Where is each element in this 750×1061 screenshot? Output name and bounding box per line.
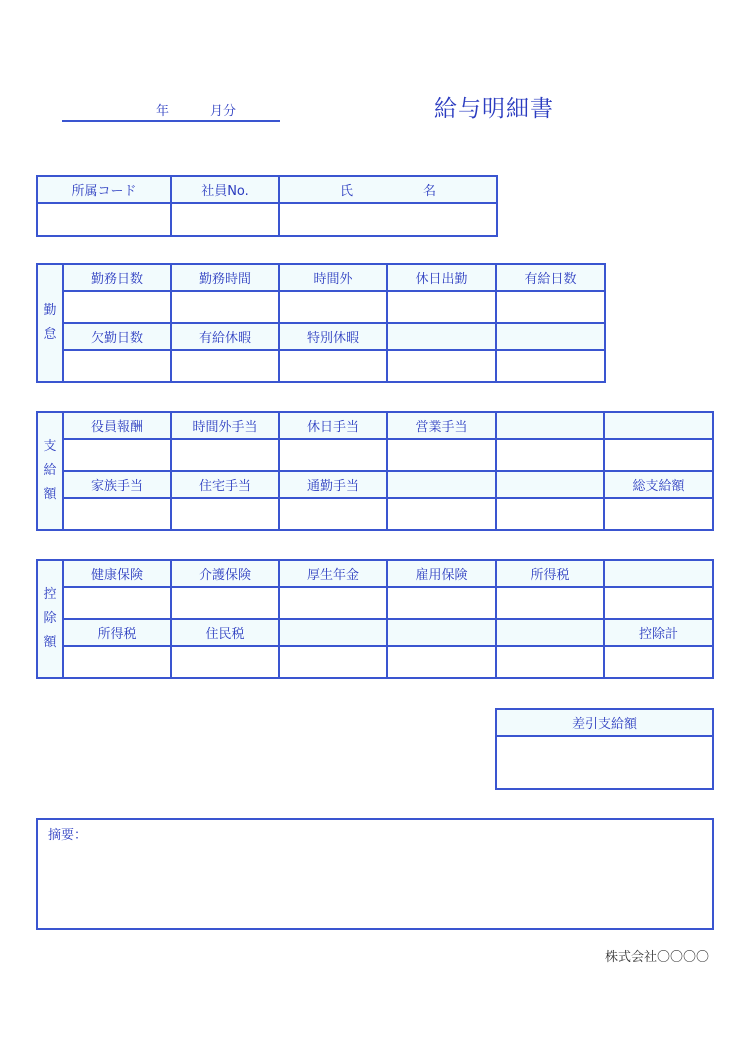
net-pay-header: 差引支給額 [496, 709, 713, 736]
blank-header [387, 323, 496, 350]
value-cell[interactable] [279, 498, 387, 530]
value-cell[interactable] [279, 646, 387, 678]
value-cell[interactable] [496, 439, 604, 471]
document-title: 給与明細書 [434, 96, 554, 122]
blank-header [496, 619, 604, 646]
value-cell[interactable] [279, 587, 387, 619]
value-cell[interactable] [387, 439, 496, 471]
income-tax-header-2: 所得税 [63, 619, 171, 646]
net-pay-value[interactable] [496, 736, 713, 789]
employee-table [36, 175, 498, 237]
blank-header [387, 619, 496, 646]
name-value[interactable] [279, 203, 497, 236]
value-cell[interactable] [171, 587, 279, 619]
value-cell[interactable] [63, 646, 171, 678]
attendance-table [36, 263, 606, 383]
value-cell[interactable] [496, 350, 605, 382]
pay-period [62, 100, 280, 122]
absence-days-header: 欠勤日数 [63, 323, 171, 350]
value-cell[interactable] [63, 439, 171, 471]
overtime-allowance-header: 時間外手当 [171, 412, 279, 439]
deduction-total-header: 控除計 [604, 619, 713, 646]
blank-header [496, 471, 604, 498]
value-cell[interactable] [604, 439, 713, 471]
gross-pay-header: 総支給額 [604, 471, 713, 498]
value-cell[interactable] [63, 498, 171, 530]
value-cell[interactable] [387, 291, 496, 323]
attendance-side-label: 勤 怠 [37, 264, 63, 382]
overtime-header: 時間外 [279, 264, 387, 291]
value-cell[interactable] [279, 350, 387, 382]
value-cell[interactable] [171, 350, 279, 382]
blank-header [279, 619, 387, 646]
value-cell[interactable] [171, 646, 279, 678]
blank-header [387, 471, 496, 498]
company-name: 株式会社〇〇〇〇 [604, 950, 709, 965]
paid-days-header: 有給日数 [496, 264, 605, 291]
work-hours-header: 勤務時間 [171, 264, 279, 291]
employment-insurance-header: 雇用保険 [387, 560, 496, 587]
value-cell[interactable] [279, 439, 387, 471]
sales-allowance-header: 営業手当 [387, 412, 496, 439]
family-allowance-header: 家族手当 [63, 471, 171, 498]
housing-allowance-header: 住宅手当 [171, 471, 279, 498]
payment-table [36, 411, 714, 531]
holiday-allowance-header: 休日手当 [279, 412, 387, 439]
memo-label: 摘要： [48, 828, 88, 843]
value-cell[interactable] [171, 498, 279, 530]
dept-code-header: 所属コード [37, 176, 171, 203]
paid-leave-header: 有給休暇 [171, 323, 279, 350]
value-cell[interactable] [604, 587, 713, 619]
value-cell[interactable] [63, 587, 171, 619]
care-insurance-header: 介護保険 [171, 560, 279, 587]
month-label: 月分 [210, 104, 237, 119]
year-label: 年 [156, 104, 170, 119]
executive-pay-header: 役員報酬 [63, 412, 171, 439]
value-cell[interactable] [496, 646, 604, 678]
value-cell[interactable] [387, 350, 496, 382]
value-cell[interactable] [496, 498, 604, 530]
name-header: 氏 名 [279, 176, 497, 203]
value-cell[interactable] [63, 350, 171, 382]
blank-header [604, 412, 713, 439]
gross-pay-value[interactable] [604, 498, 713, 530]
resident-tax-header: 住民税 [171, 619, 279, 646]
pension-header: 厚生年金 [279, 560, 387, 587]
value-cell[interactable] [496, 291, 605, 323]
blank-header [496, 323, 605, 350]
health-insurance-header: 健康保険 [63, 560, 171, 587]
employee-no-header: 社員No. [171, 176, 279, 203]
deduction-total-value[interactable] [604, 646, 713, 678]
value-cell[interactable] [279, 291, 387, 323]
value-cell[interactable] [387, 498, 496, 530]
deduction-table [36, 559, 714, 679]
blank-header [496, 412, 604, 439]
payment-side-label: 支 給 額 [37, 412, 63, 530]
value-cell[interactable] [496, 587, 604, 619]
work-days-header: 勤務日数 [63, 264, 171, 291]
net-pay-table [495, 708, 714, 790]
value-cell[interactable] [387, 646, 496, 678]
deduction-side-label: 控 除 額 [37, 560, 63, 678]
value-cell[interactable] [63, 291, 171, 323]
special-leave-header: 特別休暇 [279, 323, 387, 350]
holiday-work-header: 休日出勤 [387, 264, 496, 291]
value-cell[interactable] [171, 291, 279, 323]
memo-box[interactable] [36, 818, 714, 930]
employee-no-value[interactable] [171, 203, 279, 236]
value-cell[interactable] [171, 439, 279, 471]
blank-header [604, 560, 713, 587]
dept-code-value[interactable] [37, 203, 171, 236]
value-cell[interactable] [387, 587, 496, 619]
commute-allowance-header: 通勤手当 [279, 471, 387, 498]
income-tax-header: 所得税 [496, 560, 604, 587]
